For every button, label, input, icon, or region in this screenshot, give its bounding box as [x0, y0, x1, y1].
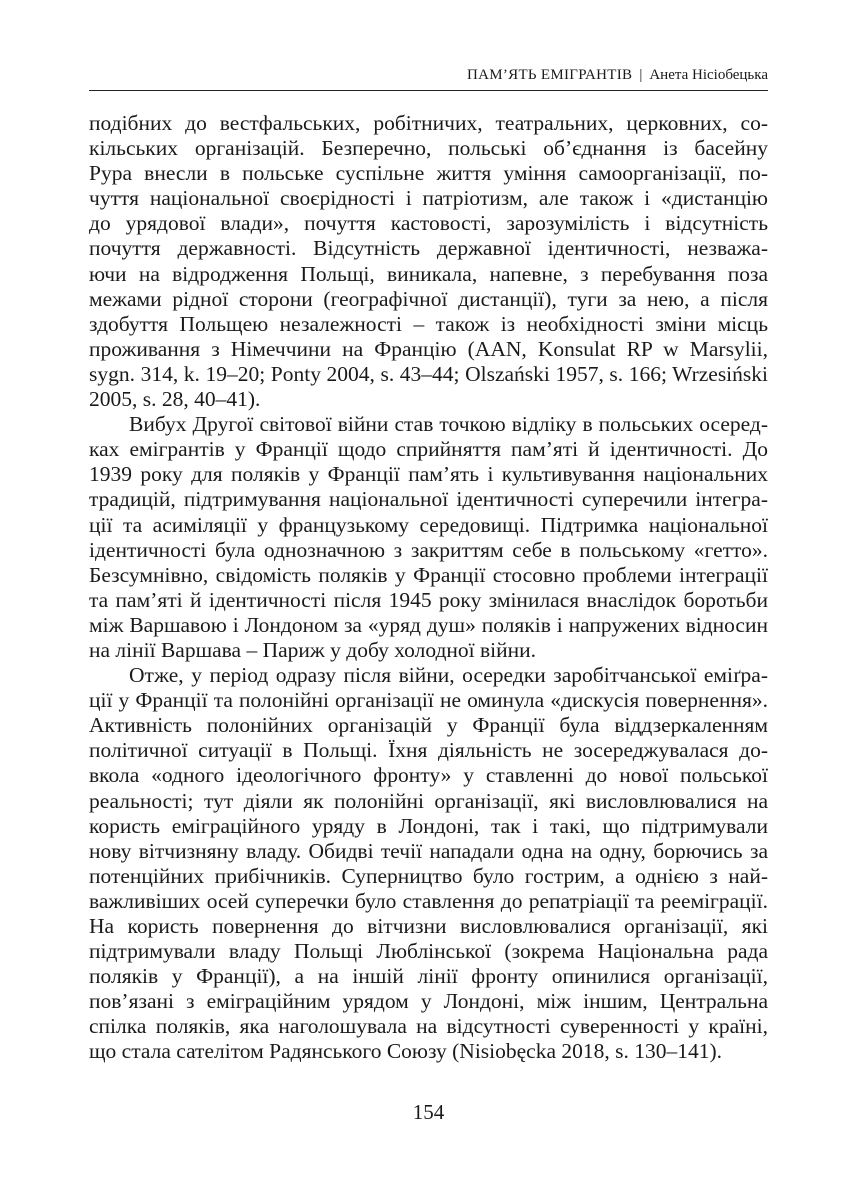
- text-line: до урядової влади», почуття кастовості, зарозумілість і відсутність: [89, 211, 768, 236]
- text-line: ідентичності була однозначною з закриттям себе в польському «гетто».: [89, 537, 768, 562]
- text-line: спілка поляків, яка наголошувала на відсутності суверенності у країні,: [89, 1014, 768, 1039]
- running-head: [89, 63, 768, 87]
- text-line: традицій, підтримування національної ідентичності суперечили інтегра-: [89, 487, 768, 512]
- header-separator: |: [639, 67, 643, 83]
- book-title: ПАМ’ЯТЬ ЕМІГРАНТІВ: [466, 67, 633, 83]
- text-line: проживання з Німеччини на Францію (AAN, Konsulat RP w Marsylii,: [89, 336, 768, 361]
- author-name: Анета Нісіобецька: [649, 67, 768, 83]
- text-line: нову вітчизняну владу. Обидві течії нападали одна на одну, борючись за: [89, 838, 768, 863]
- page-number: 154: [412, 1100, 445, 1124]
- paragraph: [89, 111, 768, 412]
- body-text: [89, 111, 768, 1065]
- text-line: чуття національної своєрідності і патріотизм, але також і «дистанцію: [89, 186, 768, 211]
- text-line: реальності; тут діяли як полонійні організації, які висловлювалися на: [89, 788, 768, 813]
- text-line: важливіших осей суперечки було ставлення до репатріації та рееміграції.: [89, 888, 768, 913]
- text-line: ючи на відродження Польщі, виникала, напевне, з перебування поза: [89, 261, 768, 286]
- text-line: межами рідної сторони (географічної дистанції), туги за нею, а після: [89, 286, 768, 311]
- text-line: Безсумнівно, свідомість поляків у Франції стосовно проблеми інтеграції: [89, 562, 768, 587]
- text-line: почуття державності. Відсутність державної ідентичності, незважа-: [89, 236, 768, 261]
- text-line: вкола «одного ідеологічного фронту» у ставленні до нової польської: [89, 763, 768, 788]
- paragraph: [89, 412, 768, 663]
- text-line: ції та асиміляції у французькому середовищі. Підтримка національної: [89, 512, 768, 537]
- text-line: що стала сателітом Радянського Союзу (Nisiobęcka 2018, s. 130–141).: [89, 1039, 723, 1064]
- text-line: поляків у Франції), а на іншій лінії фронту опинилися організації,: [89, 964, 768, 989]
- text-line: здобуття Польщею незалежності – також із необхідності зміни місць: [89, 311, 768, 336]
- text-line: 2005, s. 28, 40–41).: [89, 387, 261, 412]
- text-line: політичної ситуації в Польщі. Їхня діяльність не зосереджувалася до-: [89, 738, 768, 763]
- text-line: користь еміграційного уряду в Лондоні, так і такі, що підтримували: [89, 813, 768, 838]
- text-line: подібних до вестфальських, робітничих, театральних, церковних, со-: [89, 111, 768, 135]
- text-line: sygn. 314, k. 19–20; Ponty 2004, s. 43–44; Olszański 1957, s. 166; Wrzesiński: [89, 361, 768, 386]
- text-line: Рура внесли в польське суспільне життя уміння самоорганізації, по-: [89, 161, 768, 186]
- text-line: пов’язані з еміграційним урядом у Лондоні, між іншим, Центральна: [89, 989, 768, 1014]
- text-line: на лінії Варшава – Париж у добу холодної війни.: [89, 637, 537, 662]
- text-line: між Варшавою і Лондоном за «уряд душ» поляків і напружених відносин: [89, 612, 768, 637]
- text-line: На користь повернення до вітчизни висловлювалися організації, які: [89, 914, 768, 938]
- header-rule: [89, 90, 768, 91]
- text-line: кільських організацій. Безперечно, польські об’єднання із басейну: [89, 136, 768, 161]
- paragraph: [89, 663, 768, 1065]
- text-line: Отже, у період одразу після війни, осередки заробітчанської еміґра-: [129, 663, 768, 688]
- text-line: ках емігрантів у Франції щодо сприйняття пам’яті й ідентичності. До: [89, 437, 768, 462]
- text-line: ції у Франції та полонійні організації не оминула «дискусія повернення».: [89, 688, 768, 713]
- text-line: Активність полонійних організацій у Франції була віддзеркаленням: [89, 713, 768, 738]
- text-line: потенційних прибічників. Суперництво було гострим, а однією з най-: [89, 863, 768, 888]
- text-line: підтримували владу Польщі Люблінської (зокрема Національна рада: [89, 939, 768, 964]
- text-line: 1939 року для поляків у Франції пам’ять і культивування національних: [89, 462, 768, 487]
- text-line: Вибух Другої світової війни став точкою відліку в польських осеред-: [129, 412, 768, 437]
- text-line: та пам’яті й ідентичності після 1945 року змінилася внаслідок боротьби: [89, 587, 768, 612]
